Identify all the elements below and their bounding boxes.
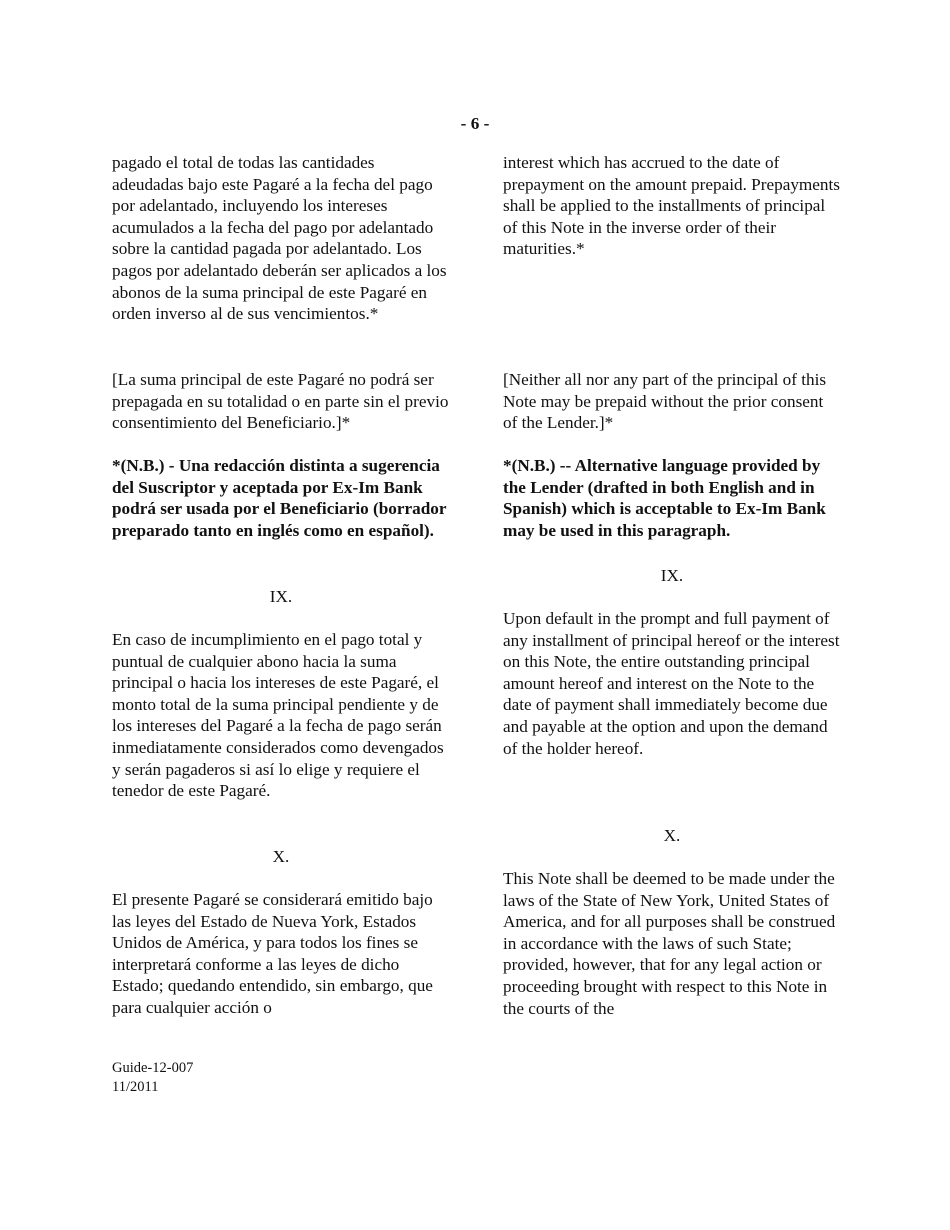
left-governing-law-paragraph: El presente Pagaré se considerará emitido bajo las leyes del Estado de Nueva York, Estados Unidos de América, y para todos los fines se interpretará conforme a las leyes de dicho Estado; quedando entendido, sin embargo, que para cualquier acción o (112, 890, 433, 1017)
left-section-heading-x: X. (272, 847, 290, 866)
right-governing-law-paragraph: This Note shall be deemed to be made under the laws of the State of New York, United States of America, and for all purposes shall be construed in accordance with the laws of such State; provided, however, that for any legal action or proceeding brought with respect to this Note in the courts of the (503, 869, 836, 1018)
document-footer (112, 1059, 193, 1097)
right-section-heading-x: X. (663, 826, 681, 845)
right-section-heading-ix: IX. (660, 566, 684, 585)
right-nb-note: *(N.B.) -- Alternative language provided by the Lender (drafted in both English and in Spanish) which is acceptable to Ex-Im Bank may be used in this paragraph. (503, 456, 826, 540)
left-nb-note: *(N.B.) - Una redacción distinta a sugerencia del Suscriptor y aceptada por Ex-Im Bank podrá ser usada por el Beneficiario (borrador preparado tanto en inglés como en español). (112, 456, 447, 540)
right-default-paragraph: Upon default in the prompt and full payment of any installment of principal hereof or the interest on this Note, the entire outstanding principal amount hereof and interest on the Note to the date of payment shall immediately become due and payable at the option and upon the demand of the holder hereof. (503, 609, 840, 758)
left-prepayment-consent-paragraph: [La suma principal de este Pagaré no podrá ser prepagada en su totalidad o en parte sin el previo consentimiento del Beneficiario.]* (112, 370, 449, 433)
left-default-paragraph: En caso de incumplimiento en el pago total y puntual de cualquier abono hacia la suma principal o hacia los intereses de este Pagaré, el monto total de la suma principal pendiente y de los intereses del Pagaré a la fecha de pago serán inmediatamente considerados como devengados y serán pagaderos si así lo elige y requiere el tenedor de este Pagaré. (112, 630, 444, 801)
left-prepayment-paragraph: pagado el total de todas las cantidades adeudadas bajo este Pagaré a la fecha del pago por adelantado, incluyendo los intereses acumulados a la fecha del pago por adelantado sobre la cantidad pagada por adelantado. Los pagos por adelantado deberán ser aplicados a los abonos de la suma principal de este Pagaré en orden inverso al de sus vencimientos.* (112, 153, 447, 324)
page-number: - 6 - (460, 114, 490, 133)
right-prepayment-consent-paragraph: [Neither all nor any part of the principal of this Note may be prepaid without the prior consent of the Lender.]* (503, 370, 827, 433)
footer-date: 11/2011 (112, 1079, 159, 1095)
left-section-heading-ix: IX. (269, 587, 293, 606)
footer-guide-number: Guide-12-007 (112, 1060, 194, 1076)
right-prepayment-paragraph: interest which has accrued to the date of prepayment on the amount prepaid. Prepayments shall be applied to the installments of principal of this Note in the inverse order of their maturities.* (503, 153, 840, 259)
